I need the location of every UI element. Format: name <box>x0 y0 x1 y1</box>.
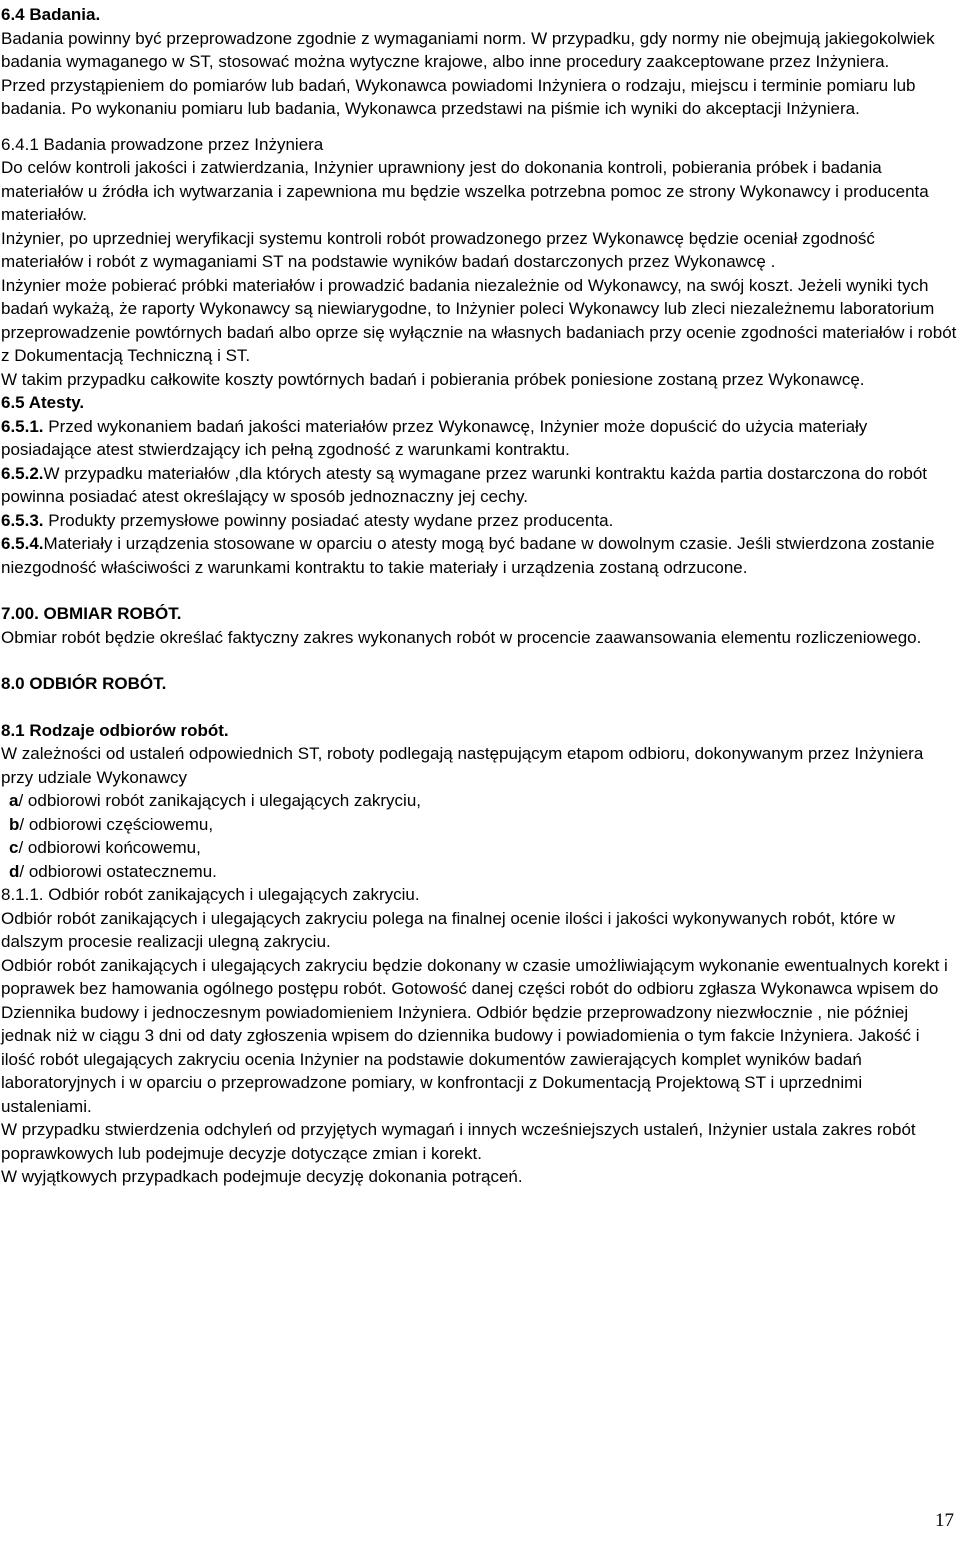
section-6-5-2-item <box>1 462 957 509</box>
section-8-1-1-paragraph-1: Odbiór robót zanikających i ulegających zakryciu polega na finalnej ocenie ilości i jakości wykonywanych robót, które w dalszym procesie realizacji ulegną zakryciu. <box>1 908 895 951</box>
list-text: / odbiorowi ostatecznemu. <box>19 861 217 881</box>
list-letter: b <box>9 814 20 834</box>
list-letter: d <box>9 861 20 881</box>
page-number: 17 <box>935 1510 954 1531</box>
section-6-4-1-paragraph-1: Do celów kontroli jakości i zatwierdzania, Inżynier uprawniony jest do dokonania kontroli, pobierania próbek i badania materiałów u źródła ich wytwarzania i zapewniona mu będzie wszelka potrzebna pomoc ze strony Wykonawcy i producenta materiałów. <box>1 158 929 224</box>
section-6-5-4-item <box>1 532 957 579</box>
item-text: Przed wykonaniem badań jakości materiałów przez Wykonawcę, Inżynier może dopuścić do użycia materiały posiadające atest stwierdzający ich pełną zgodność z warunkami kontraktu. <box>1 416 868 459</box>
document-body <box>1 3 957 1189</box>
section-8-1-1-paragraph-2: Odbiór robót zanikających i ulegających zakryciu będzie dokonany w czasie umożliwiającym wykonanie ewentualnych korekt i poprawek bez hamowania ogólnego postępu robót. Gotowość danej części robót do odbioru zgłasza Wykonawca wpisem do Dziennika budowy i jednoczesnym powiadomieniem Inżyniera. Odbiór będzie przeprowadzony niezwłocznie , nie później jednak niż w ciągu 3 dni od daty zgłoszenia wpisem do dziennika budowy i powiadomienia o tym fakcie Inżyniera. Jakość i ilość robót ulegających zakryciu ocenia Inżynier na podstawie dokumentów zawierających komplet wyników badań laboratoryjnych i w oparciu o przeprowadzone pomiary, w konfrontacji z Dokumentacją Projektową ST i uprzednimi ustaleniami. <box>1 955 948 1116</box>
section-6-4-1-paragraph-4: W takim przypadku całkowite koszty powtórnych badań i pobierania próbek poniesione zostaną przez Wykonawcę. <box>1 369 865 389</box>
section-6-4-paragraph-2: Przed przystąpieniem do pomiarów lub badań, Wykonawca powiadomi Inżyniera o rodzaju, miejscu i terminie pomiaru lub badania. Po wykonaniu pomiaru lub badania, Wykonawca przedstawi na piśmie ich wyniki do akceptacji Inżyniera. <box>1 75 916 118</box>
section-7-paragraph-1: Obmiar robót będzie określać faktyczny zakres wykonanych robót w procencie zaawansowania elementu rozliczeniowego. <box>1 627 922 647</box>
section-8-1-1-paragraph-4: W wyjątkowych przypadkach podejmuje decyzję dokonania potrąceń. <box>1 1167 523 1186</box>
section-6-4-paragraph-1: Badania powinny być przeprowadzone zgodnie z wymaganiami norm. W przypadku, gdy normy nie obejmują jakiegokolwiek badania wymaganego w ST, stosować można wytyczne krajowe, albo inne procedury zaakceptowane przez Inżyniera. <box>1 28 935 71</box>
list-letter: c <box>9 838 19 857</box>
section-6-4-1-paragraph-2: Inżynier, po uprzedniej weryfikacji systemu kontroli robót prowadzonego przez Wykonawcę będzie oceniał zgodność materiałów i robót z wymaganiami ST na podstawie wyników badań dostarczonych przez Wykonawcę . <box>1 228 875 271</box>
list-item-a <box>1 789 957 813</box>
item-text: Produkty przemysłowe powinny posiadać atesty wydane przez producenta. <box>43 510 614 530</box>
section-8-1-1-heading: 8.1.1. Odbiór robót zanikających i ulegających zakryciu. <box>1 885 420 904</box>
list-text: / odbiorowi końcowemu, <box>18 838 201 857</box>
list-item-b <box>1 813 957 837</box>
section-8-heading: 8.0 ODBIÓR ROBÓT. <box>1 674 167 693</box>
list-letter: a <box>9 791 19 810</box>
section-6-5-heading: 6.5 Atesty. <box>1 393 85 412</box>
spacer <box>1 579 957 602</box>
spacer <box>1 121 957 133</box>
section-8-1-paragraph-1: W zależności od ustaleń odpowiednich ST, roboty podlegają następującym etapom odbioru, dokonywanym przez Inżyniera przy udziale Wykonawcy <box>1 744 924 787</box>
section-8-1-1-paragraph-3: W przypadku stwierdzenia odchyleń od przyjętych wymagań i innych wcześniejszych ustaleń, Inżynier ustala zakres robót poprawkowych lub podejmuje decyzje dotyczące zmian i korekt. <box>1 1120 916 1163</box>
section-6-5-3-item <box>1 509 957 533</box>
section-8-1-heading: 8.1 Rodzaje odbiorów robót. <box>1 720 229 740</box>
item-text: W przypadku materiałów ,dla których atesty są wymagane przez warunki kontraktu każda partia dostarczona do robót powinna posiadać atest określający w sposób jednoznaczny jej cechy. <box>1 463 928 506</box>
spacer <box>1 696 957 719</box>
list-text: / odbiorowi częściowemu, <box>19 814 214 834</box>
section-6-4-heading: 6.4 Badania. <box>1 5 101 24</box>
spacer <box>1 649 957 672</box>
section-7-heading: 7.00. OBMIAR ROBÓT. <box>1 604 182 623</box>
item-text: Materiały i urządzenia stosowane w oparciu o atesty mogą być badane w dowolnym czasie. Jeśli stwierdzona zostanie niezgodność właściwości z warunkami kontraktu to takie materiały i urządzenia zostaną odrzucone. <box>1 534 935 577</box>
item-number: 6.5.4. <box>1 534 44 553</box>
list-item-d <box>1 860 957 884</box>
section-6-5-1-item <box>1 415 957 462</box>
item-number: 6.5.3. <box>1 510 44 530</box>
list-item-c <box>1 836 957 860</box>
item-number: 6.5.1. <box>1 416 44 436</box>
list-text: / odbiorowi robót zanikających i ulegających zakryciu, <box>18 791 421 810</box>
section-6-4-1-heading: 6.4.1 Badania prowadzone przez Inżyniera <box>1 134 324 154</box>
section-6-4-1-paragraph-3: Inżynier może pobierać próbki materiałów i prowadzić badania niezależnie od Wykonawcy, na swój koszt. Jeżeli wyniki tych badań wykażą, że raporty Wykonawcy są niewiarygodne, to Inżynier poleci Wykonawcy lub zleci niezależnemu laboratorium przeprowadzenie powtórnych badań albo oprze się wyłącznie na własnych badaniach przy ocenie zgodności materiałów i robót z Dokumentacją Techniczną i ST. <box>1 275 957 365</box>
item-number: 6.5.2. <box>1 463 44 483</box>
